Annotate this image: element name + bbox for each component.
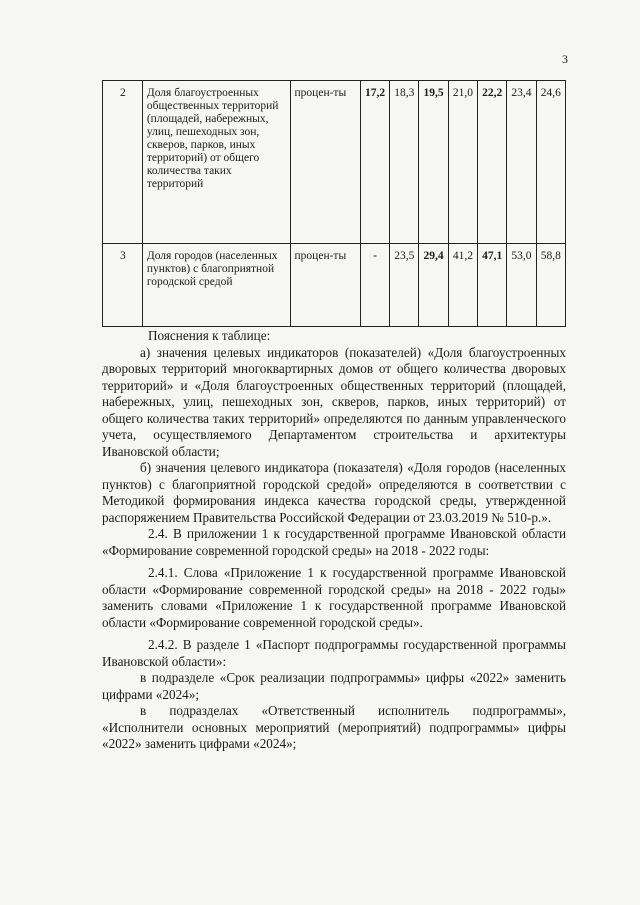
explanation-a: а) значения целевых индикаторов (показателей) «Доля благоустроенных дворовых территорий многоквартирных домов от общего количества дворовых территорий» и «Доля благоустроенных общественных территорий (площадей, набережных, улиц, пешеходных зон, скверов, парков, иных территорий) от общего количества таких территорий» определяются по данным управленческого учета, осуществляемого Департаментом строительства и архитектуры Ивановской области; bbox=[102, 344, 566, 459]
value-cell: 17,2 bbox=[360, 81, 389, 244]
indicator-name: Доля благоустроенных общественных территорий (площадей, набережных, улиц, пешеходных зон, скверов, парков, иных территорий) от общего количества таких территорий bbox=[142, 81, 290, 244]
document-body bbox=[102, 328, 566, 753]
clause-2-4-2: 2.4.2. В разделе 1 «Паспорт подпрограммы государственной программы Ивановской области»: bbox=[102, 637, 566, 669]
explanation-b: б) значения целевого индикатора (показателя) «Доля городов (населенных пунктов) с благоприятной городской средой» определяются в соответствии с Методикой формирования индекса качества городской среды, утвержденной распоряжением Правительства Российской Федерации от 23.03.2019 № 510-р.». bbox=[102, 460, 566, 525]
value-cell: 22,2 bbox=[478, 81, 507, 244]
clause-subsection-executors: в подразделах «Ответственный исполнитель подпрограммы», «Исполнители основных мероприятий (мероприятий) подпрограммы» цифры «2022» заменить цифрами «2024»; bbox=[102, 703, 566, 751]
row-number: 2 bbox=[103, 81, 143, 244]
indicator-name: Доля городов (населенных пунктов) с благоприятной городской средой bbox=[142, 244, 290, 327]
value-cell: 24,6 bbox=[536, 81, 565, 244]
value-cell: 18,3 bbox=[390, 81, 419, 244]
value-cell: 58,8 bbox=[536, 244, 565, 327]
value-cell: 19,5 bbox=[419, 81, 448, 244]
value-cell: 41,2 bbox=[448, 244, 477, 327]
explanations-heading: Пояснения к таблице: bbox=[148, 328, 271, 343]
clause-2-4: 2.4. В приложении 1 к государственной программе Ивановской области «Формирование современной городской среды» на 2018 - 2022 годы: bbox=[102, 526, 566, 558]
value-cell: 23,4 bbox=[507, 81, 536, 244]
table-row bbox=[103, 244, 566, 327]
page-number: 3 bbox=[562, 52, 568, 66]
value-cell: 23,5 bbox=[390, 244, 419, 327]
clause-2-4-1: 2.4.1. Слова «Приложение 1 к государственной программе Ивановской области «Формирование современной городской среды» на 2018 - 2022 годы» заменить словами «Приложение 1 к государственной программе Ивановской области «Формирование современной городской среды». bbox=[102, 565, 566, 630]
clause-subsection-term: в подразделе «Срок реализации подпрограммы» цифры «2022» заменить цифрами «2024»; bbox=[102, 670, 566, 702]
row-number: 3 bbox=[103, 244, 143, 327]
value-cell: 53,0 bbox=[507, 244, 536, 327]
indicators-table bbox=[102, 80, 566, 327]
value-cell: 21,0 bbox=[448, 81, 477, 244]
unit-cell: процен-ты bbox=[290, 81, 360, 244]
value-cell: 47,1 bbox=[478, 244, 507, 327]
value-cell: - bbox=[360, 244, 389, 327]
value-cell: 29,4 bbox=[419, 244, 448, 327]
unit-cell: процен-ты bbox=[290, 244, 360, 327]
table-row bbox=[103, 81, 566, 244]
